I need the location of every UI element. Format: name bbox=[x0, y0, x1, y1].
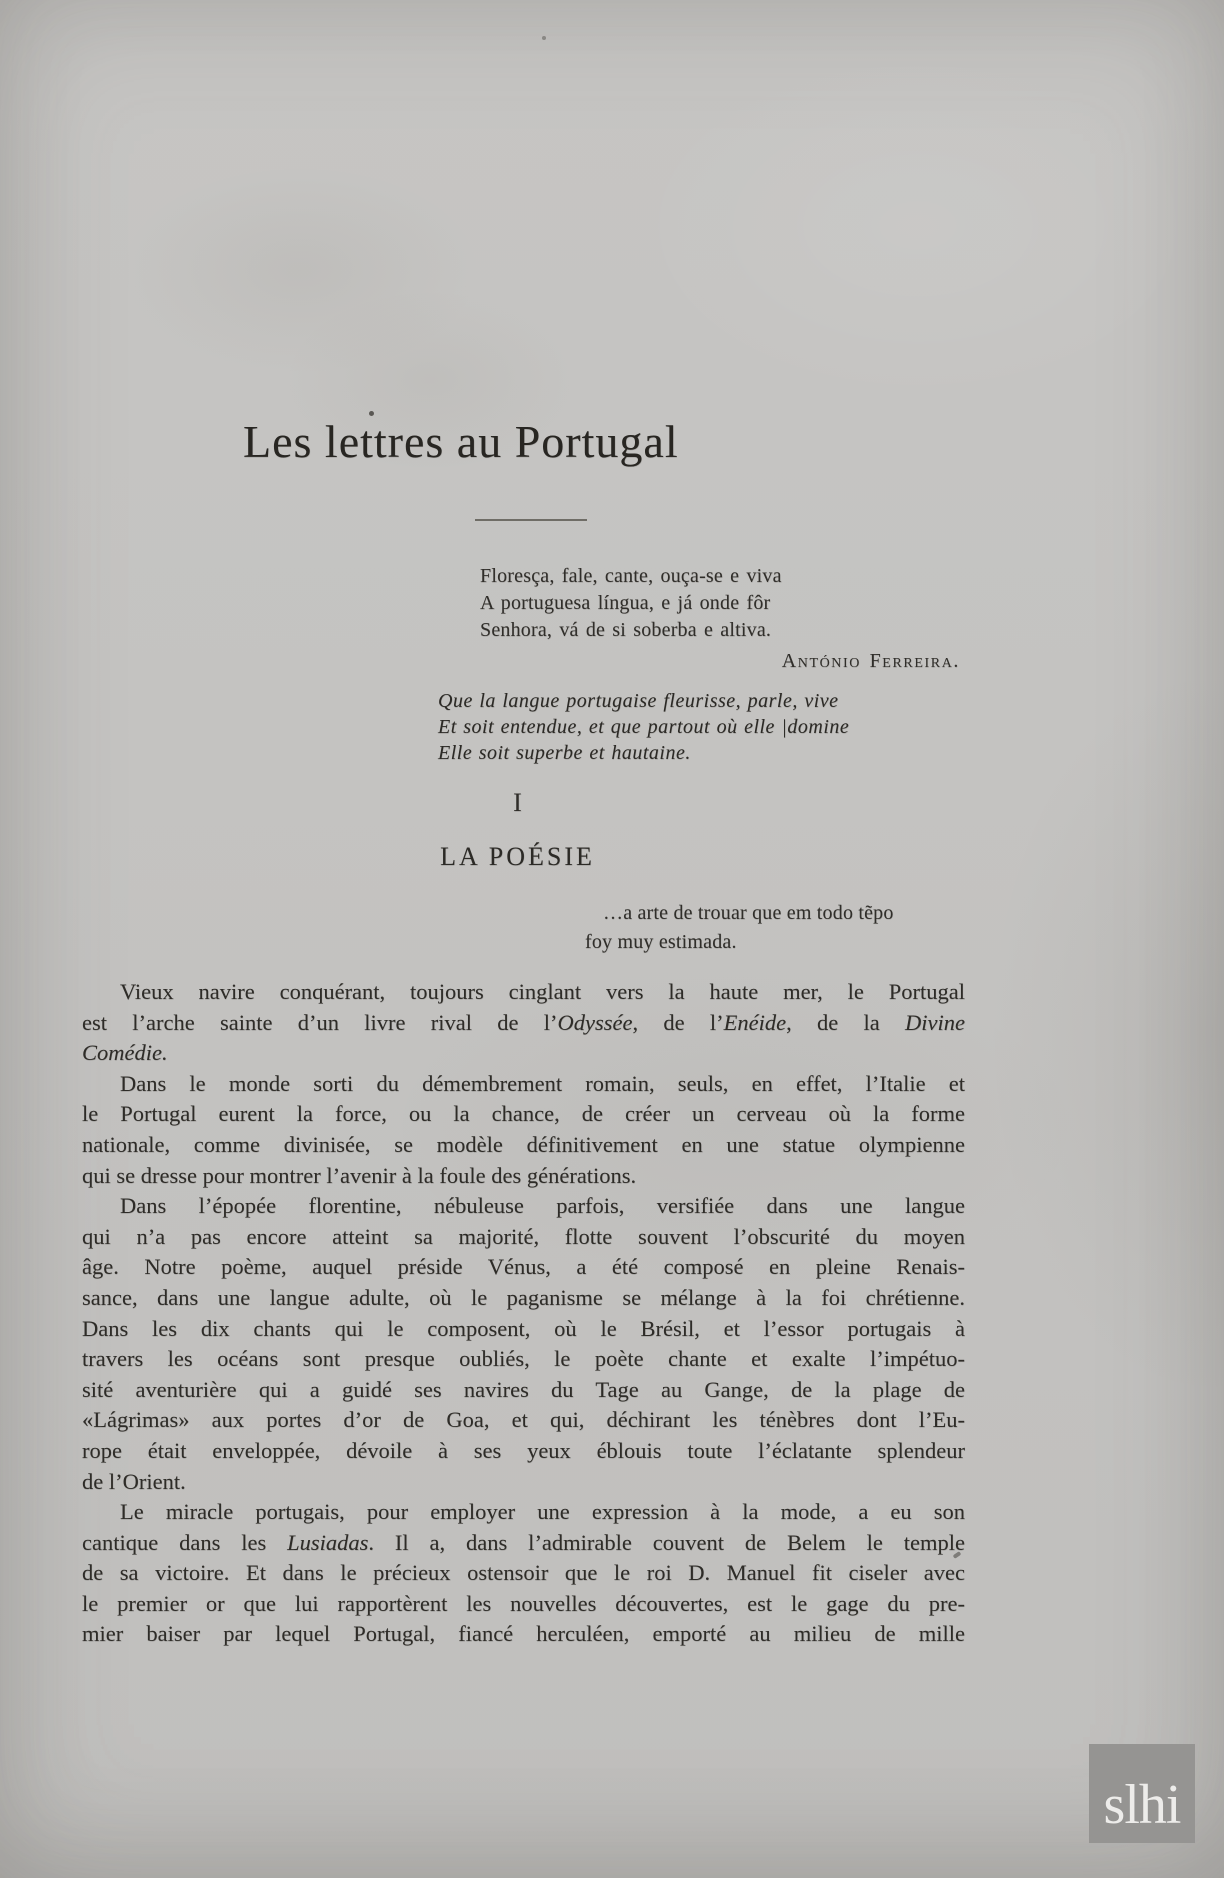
epigraph-line: foy muy estimada. bbox=[585, 931, 737, 953]
text-line bbox=[82, 1283, 965, 1314]
paragraph bbox=[82, 1191, 965, 1497]
text-line bbox=[82, 1008, 965, 1039]
text-line bbox=[82, 1497, 965, 1528]
page-title: Les lettres au Portugal bbox=[243, 416, 679, 467]
text-line bbox=[82, 1467, 965, 1498]
italic-text: Comédie. bbox=[82, 1040, 168, 1066]
text-line bbox=[82, 1069, 965, 1100]
section-title: LA POÉSIE bbox=[440, 842, 595, 871]
text-segment: , de l’ bbox=[632, 1009, 724, 1035]
text-segment: rope était enveloppée, dévoile à ses yeux éblouis toute l’éclatante splendeur bbox=[82, 1437, 965, 1463]
epigraph-line: Floresça, fale, cante, ouça-se e viva bbox=[480, 565, 782, 587]
ink-speck bbox=[369, 411, 374, 416]
italic-text: Lusiadas bbox=[287, 1529, 369, 1555]
text-line bbox=[82, 1619, 965, 1650]
text-segment: qui n’a pas encore atteint sa majorité, flotte souvent l’obscurité du moyen bbox=[82, 1223, 965, 1249]
text-line bbox=[82, 1314, 965, 1345]
epigraph-attribution: António Ferreira. bbox=[781, 650, 960, 672]
text-segment: qui se dresse pour montrer l’avenir à la foule des générations. bbox=[82, 1162, 637, 1188]
text-segment: Le miracle portugais, pour employer une expression à la mode, a eu son bbox=[120, 1499, 965, 1525]
text-line bbox=[82, 1528, 965, 1559]
text-segment: , de la bbox=[786, 1009, 906, 1035]
epigraph-line: …a arte de trouar que em todo tẽpo bbox=[603, 902, 894, 924]
text-segment: cantique dans les bbox=[82, 1529, 288, 1555]
italic-text: Enéide bbox=[723, 1009, 787, 1035]
text-segment: Dans les dix chants qui le composent, où le Brésil, et l’essor portugais à bbox=[82, 1315, 965, 1341]
paragraph bbox=[82, 1497, 965, 1650]
epigraph-line: Et soit entendue, et que partout où elle |domine bbox=[438, 716, 850, 738]
text-segment: sité aventurière qui a guidé ses navires du Tage au Gange, de la plage de bbox=[82, 1376, 965, 1402]
epigraph-line: Elle soit superbe et hautaine. bbox=[438, 742, 691, 764]
text-line bbox=[82, 1099, 965, 1130]
text-segment: le premier or que lui rapportèrent les nouvelles découvertes, est le gage du pre- bbox=[82, 1590, 965, 1616]
library-watermark: slhi bbox=[1089, 1744, 1195, 1843]
text-segment: est l’arche sainte d’un livre rival de l’ bbox=[82, 1009, 558, 1035]
epigraph-poesie bbox=[585, 899, 963, 957]
title-rule bbox=[475, 519, 587, 521]
text-segment: âge. Notre poème, auquel préside Vénus, a été composé en pleine Renais- bbox=[82, 1254, 965, 1280]
text-segment: nationale, comme divinisée, se modèle définitivement en une statue olympienne bbox=[82, 1131, 965, 1157]
text-line bbox=[82, 1161, 965, 1192]
text-segment: Vieux navire conquérant, toujours cinglant vers la haute mer, le Portugal bbox=[120, 979, 965, 1004]
text-segment: de sa victoire. Et dans le précieux ostensoir que le roi D. Manuel fit ciseler avec bbox=[82, 1560, 965, 1586]
text-line bbox=[82, 1375, 965, 1406]
text-line bbox=[82, 1344, 965, 1375]
text-line bbox=[82, 1558, 965, 1589]
text-segment: mier baiser par lequel Portugal, fiancé herculéen, emporté au milieu de mille bbox=[82, 1621, 965, 1647]
text-segment: de l’Orient. bbox=[82, 1468, 186, 1494]
text-line bbox=[82, 1405, 965, 1436]
text-segment: sance, dans une langue adulte, où le paganisme se mélange à la foi chrétienne. bbox=[82, 1284, 965, 1310]
section-number: I bbox=[513, 788, 522, 817]
epigraph-line: Senhora, vá de si soberba e altiva. bbox=[480, 619, 772, 641]
epigraph-line: A portuguesa língua, e já onde fôr bbox=[480, 592, 771, 614]
text-segment: Dans le monde sorti du démembrement romain, seuls, en effet, l’Italie et bbox=[120, 1070, 965, 1096]
epigraph-portuguese bbox=[480, 563, 960, 675]
paragraph bbox=[82, 977, 965, 1069]
text-line bbox=[82, 1130, 965, 1161]
italic-text: Odyssée bbox=[557, 1009, 633, 1035]
epigraph-french bbox=[438, 688, 978, 766]
text-line bbox=[82, 1589, 965, 1620]
body-text bbox=[82, 977, 965, 1650]
text-line bbox=[82, 1191, 965, 1222]
text-line bbox=[82, 1436, 965, 1467]
text-line bbox=[82, 1038, 965, 1069]
text-segment: . Il a, dans l’admirable couvent de Belem le temple bbox=[368, 1529, 965, 1555]
italic-text: Divine bbox=[905, 1009, 966, 1035]
text-line bbox=[82, 1222, 965, 1253]
ink-speck bbox=[542, 36, 546, 40]
text-segment: «Lágrimas» aux portes d’or de Goa, et qui, déchirant les ténèbres dont l’Eu- bbox=[82, 1407, 965, 1433]
text-segment: travers les océans sont presque oubliés, le poète chante et exalte l’impétuo- bbox=[82, 1346, 965, 1372]
text-segment: Dans l’épopée florentine, nébuleuse parfois, versifiée dans une langue bbox=[120, 1193, 965, 1219]
text-segment: le Portugal eurent la force, ou la chance, de créer un cerveau où la forme bbox=[82, 1101, 965, 1127]
paragraph bbox=[82, 1069, 965, 1191]
epigraph-line: Que la langue portugaise fleurisse, parle, vive bbox=[438, 690, 839, 712]
text-line bbox=[82, 977, 965, 1008]
text-line bbox=[82, 1252, 965, 1283]
